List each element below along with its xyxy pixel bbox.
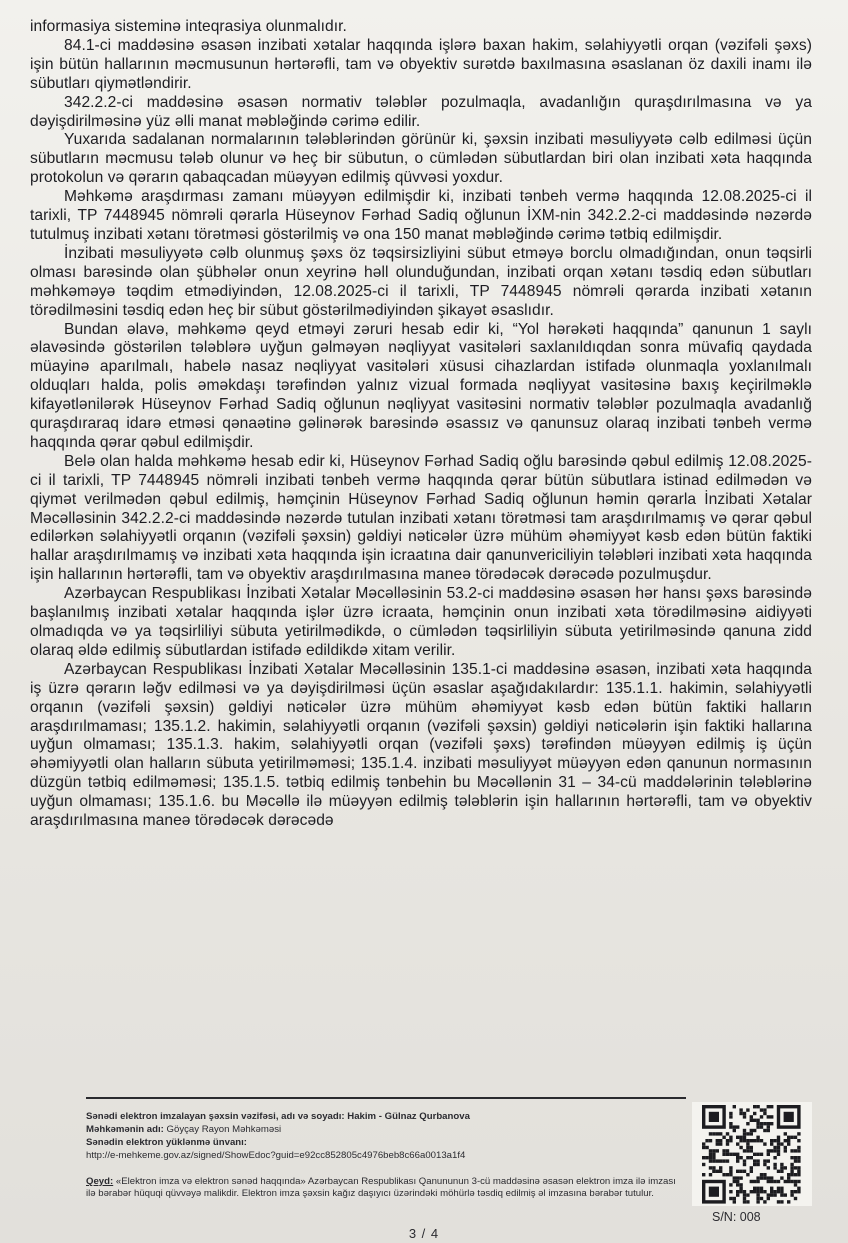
court-row [86,1123,686,1136]
paragraph: Azərbaycan Respublikası İnzibati Xətalar Məcəlləsinin 135.1-ci maddəsinə əsasən, inzibati xəta haqqında iş üzrə qərarın ləğv edilməsi və ya dəyişdirilməsi üçün əsaslar aşağıdakılardır: 135.1.1. hakimin, səlahiyyətli orqanın (vəzifəli şəxsin) gəldiyi nəticələr üzrə mühüm əhəmiyyət kəsb edən bütün faktiki halların araşdırılmaması; 135.1.2. hakimin, səlahiyyətli orqanın (vəzifəli şəxsin) gəldiyi nəticələrin işin faktiki hallarına uyğun olmaması; 135.1.3. hakim, səlahiyyətli orqan (vəzifəli şəxs) tərəfindən müəyyən edilmiş iş üçün əhəmiyyətli olan halların sübuta yetirilməməsi; 135.1.4. inzibati məsuliyyət müəyyən edən qanunun normasının düzgün tətbiq edilməməsi; 135.1.5. tətbiq edilmiş tənbehin bu Məcəllənin 31 – 34-cü maddələrinin tələblərinə uyğun olmaması; 135.1.6. bu Məcəllə ilə müəyyən edilmiş tələblərin işin hallarının hərtərəfli, tam və obyektiv araşdırılmasına maneə törədəcək dərəcədə [30,660,812,830]
serial-number: S/N: 008 [712,1210,761,1224]
court-value: Göyçay Rayon Məhkəməsi [166,1124,282,1135]
signer-label: Sənədi elektron imzalayan şəxsin vəzifəsi, adı və soyadı: [86,1111,345,1122]
document-body [30,18,812,831]
address-label: Sənədin elektron yüklənmə ünvanı: [86,1137,248,1148]
paragraph: İnzibati məsuliyyətə cəlb olunmuş şəxs öz təqsirsizliyini sübut etməyə borclu olmadığından, onun təqsirli olması barəsində olan şübhələr onun xeyrinə həll olunduğundan, inzibati orqan xətanı təsdiq edən sübutları məhkəməyə təqdim etmədiyindən, 12.08.2025-ci il tarixli, TP 7448945 nömrəli qərarda inzibati xətanın törədilməsini təsdiq edən heç bir sübut göstərilmədiyindən şikayət əsaslıdır. [30,244,812,319]
qr-code-icon [692,1102,812,1206]
court-label: Məhkəmənin adı: [86,1124,164,1135]
paragraph: Yuxarıda sadalanan normalarının tələblərindən görünür ki, şəxsin inzibati məsuliyyətə cəlb edilməsi üçün sübutların məcmusu tələb olunur və heç bir sübutun, o cümlədən sübutlardan biri olan inzibati xəta haqqında protokolun və qərarın qabaqcadan müəyyən edilmiş qüvvəsi yoxdur. [30,131,812,187]
note-label: Qeyd: [86,1176,114,1187]
legal-note [86,1176,676,1200]
signer-row [86,1110,686,1123]
paragraph: Belə olan halda məhkəmə hesab edir ki, Hüseynov Fərhad Sadiq oğlu barəsində qəbul edilmiş 12.08.2025-ci il tarixli, TP 7448945 nömrəli inzibati tənbeh vermə haqqında qərar bütün sübutlara istinad edilmədən və qiymət verilmədən qəbul edilmiş, həmçinin Hüseynov Fərhad Sadiq oğlunun həmin qərarla İnzibati Xətalar Məcəlləsinin 342.2.2-ci maddəsində nəzərdə tutulan inzibati xətanı törətməsi tam araşdırılmamış və qərar qəbul edilərkən səlahiyyətli orqanın (vəzifəli şəxsin) gəldiyi nəticələr üzrə mühüm əhəmiyyət kəsb edən bütün faktiki hallar araşdırılmamış və inzibati xəta haqqında işin icraatına dair qanunvericiliyin tələbləri inzibati xəta haqqında işin hallarının hərtərəfli, tam və obyektiv araşdırılmasına maneə törədəcək dərəcədə pozulmuşdur. [30,452,812,584]
paragraph: Məhkəmə araşdırması zamanı müəyyən edilmişdir ki, inzibati tənbeh vermə haqqında 12.08.2025-ci il tarixli, TP 7448945 nömrəli qərarla Hüseynov Fərhad Sadiq oğlunun İXM-nin 342.2.2-ci maddəsində nəzərdə tutulmuş inzibati xətanı törətməsi göstərilmiş və ona 150 manat məbləğində cərimə tətbiq edilmişdir. [30,188,812,243]
paragraph: informasiya sisteminə inteqrasiya olunmalıdır. [30,18,347,35]
signature-footer [86,1110,686,1200]
signer-value: Hakim - Gülnaz Qurbanova [347,1111,470,1122]
page-number: 3 / 4 [408,1226,440,1241]
paragraph: 84.1-ci maddəsinə əsasən inzibati xətalar haqqında işlərə baxan hakim, səlahiyyətli orqan (vəzifəli şəxs) işin bütün hallarının məcmusunun hərtərəfli, tam və obyektiv surətdə baxılmasına əsaslanan öz daxili inamı ilə sübutları qiymətləndirir. [30,36,812,92]
footer-divider [86,1097,686,1099]
paragraph: Azərbaycan Respublikası İnzibati Xətalar Məcəlləsinin 53.2-ci maddəsinə əsasən hər hansı şəxs barəsində başlanılmış inzibati xətalar haqqında işlər üzrə icraata, həmçinin onun inzibati xəta törədilməsinə aidiyyəti olmadıqda və ya təqsirliliyi sübuta yetirilmədikdə, o cümlədən təqsirliliyin sübuta yetirilməsində qanuna zidd olaraq əldə edilmiş sübutlardan istifadə edildikdə xitam verilir. [30,585,812,659]
address-url: http://e-mehkeme.gov.az/signed/ShowEdoc?guid=e92cc852805c4976beb8c66a0013a1f4 [86,1150,466,1161]
note-text: «Elektron imza və elektron sənəd haqqında» Azərbaycan Respublikası Qanununun 3-cü maddəsinə əsasən elektron imza ilə imzası ilə bərabər hüquqi qüvvəyə malikdir. Elektron imza şəxsin kağız daşıyıcı üzərindəki möhürlə təsdiq edilmiş əl imzasına bərabər tutulur. [86,1176,676,1199]
paragraph: 342.2.2-ci maddəsinə əsasən normativ tələblər pozulmaqla, avadanlığın quraşdırılmasına və ya dəyişdirilməsinə yüz əlli manat məbləğində cərimə edilir. [30,93,812,130]
paragraph: Bundan əlavə, məhkəmə qeyd etməyi zəruri hesab edir ki, “Yol hərəkəti haqqında” qanunun 1 saylı əlavəsində göstərilən tələblərə uyğun gəlməyən nəqliyyat vasitələri saxlanıldıqdan sonra müvafiq qaydada müayinə aparılmalı, habelə nasaz nəqliyyat vasitələri xüsusi cihazlardan istifadə olunmaqla yoxlanılmalı olduqları halda, polis əməkdaşı tərəfindən yalnız vizual formada nəqliyyat vasitəsinə baxış keçirilməklə kifayətlənilərək Hüseynov Fərhad Sadiq oğlunun nəqliyyat vasitəsini normativ tələblər pozulmaqla avadanlığ quraşdıraraq idarə etməsi qənaətinə gəlinərək barəsində əsassız və qanunsuz olaraq inzibati tənbeh vermə haqqında qərar qəbul edilmişdir. [30,320,812,451]
